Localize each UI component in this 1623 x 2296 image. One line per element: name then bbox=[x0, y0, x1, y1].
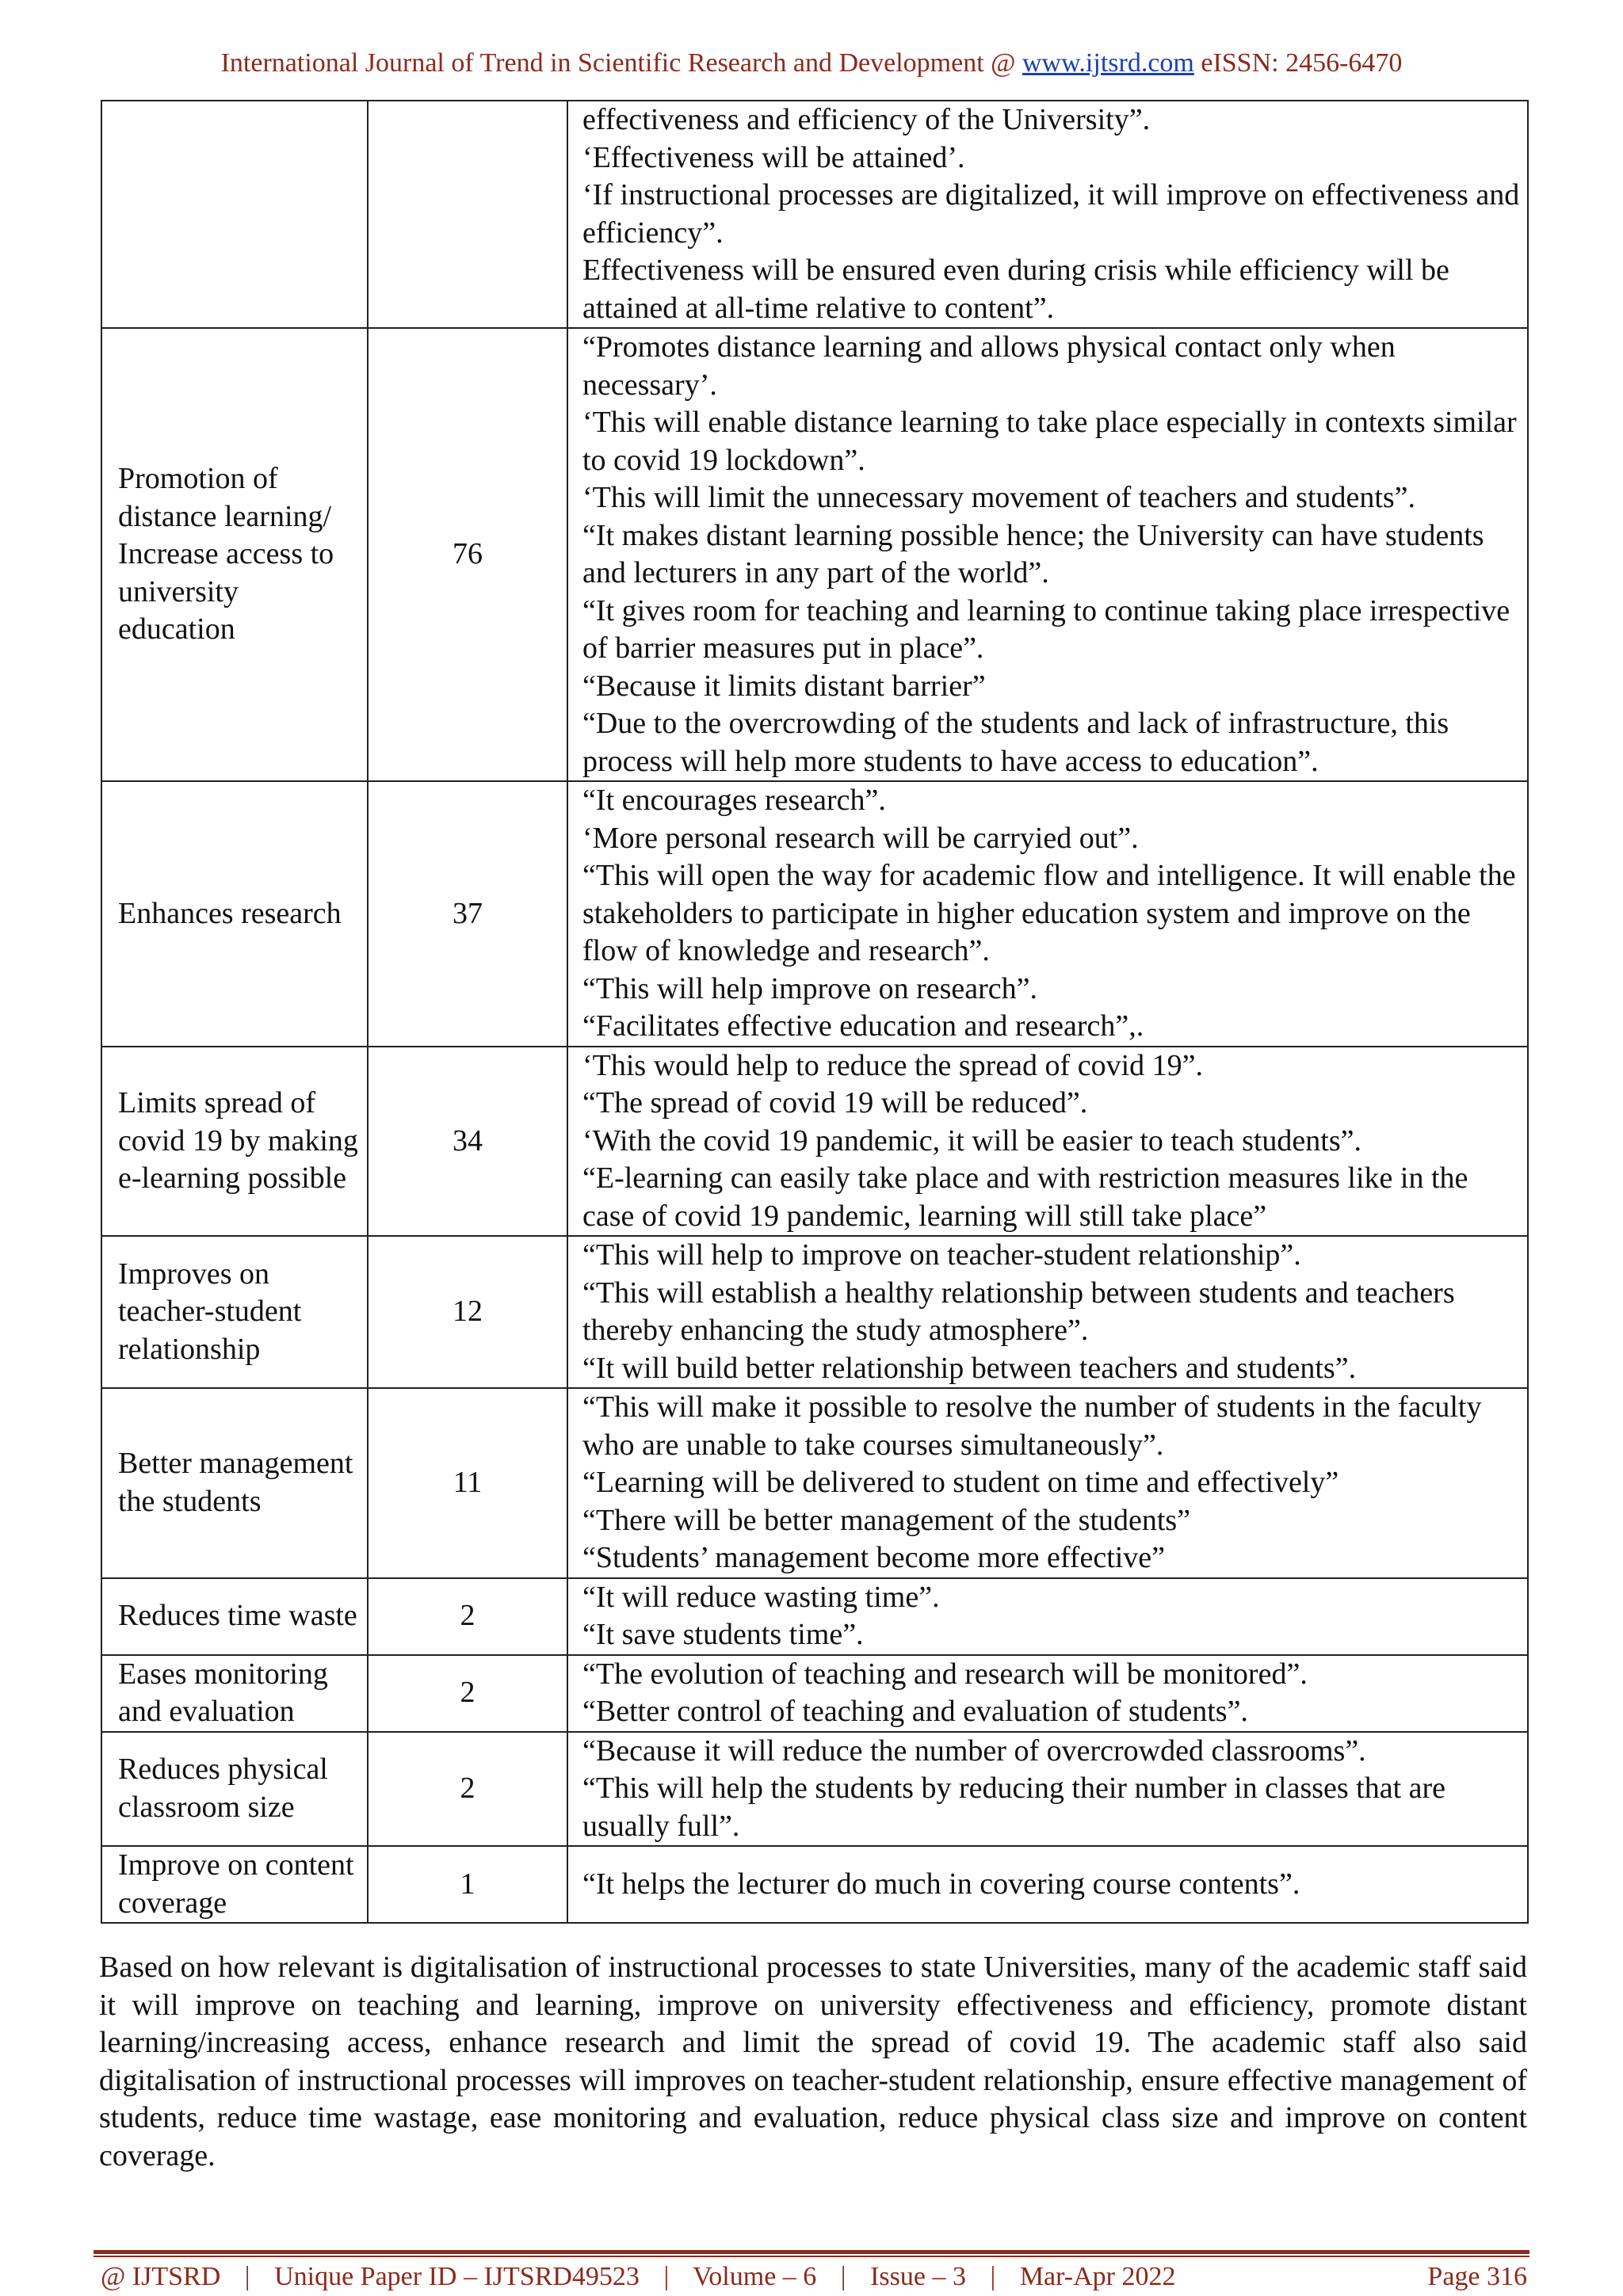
frequency-cell: 2 bbox=[368, 1655, 567, 1732]
responses-table-body bbox=[101, 101, 1528, 1923]
footer-journal: @ IJTSRD bbox=[101, 2262, 221, 2291]
frequency-cell: 2 bbox=[368, 1732, 567, 1847]
quote-text: “Due to the overcrowding of the students and lack of infrastructure, this process will help more students to have access to education”. bbox=[582, 707, 1449, 778]
quote-text: effectiveness and efficiency of the University”. bbox=[582, 103, 1151, 136]
theme-cell: Enhances research bbox=[101, 781, 368, 1047]
quotes-cell bbox=[567, 1655, 1528, 1732]
journal-website-link[interactable]: www.ijtsrd.com bbox=[1022, 48, 1194, 78]
theme-cell: Eases monitoring and evaluation bbox=[101, 1655, 368, 1732]
quote-text: “Because it will reduce the number of overcrowded classrooms”. bbox=[582, 1733, 1366, 1768]
table-row bbox=[101, 1388, 1528, 1578]
quote-text: “E-learning can easily take place and with restriction measures like in the case of covid 19 pandemic, learning will still take place” bbox=[582, 1161, 1468, 1233]
theme-cell: Better management the students bbox=[101, 1388, 368, 1578]
table-row bbox=[101, 781, 1528, 1047]
footer-issue: Issue – 3 bbox=[870, 2262, 966, 2291]
frequency-cell: 12 bbox=[368, 1236, 567, 1388]
frequency-cell: 1 bbox=[368, 1846, 567, 1923]
quote-text: “Because it limits distant barrier” bbox=[582, 669, 986, 703]
quote-text: “It encourages research”. bbox=[582, 784, 886, 817]
quote-text: ‘Effectiveness will be attained’. bbox=[582, 140, 965, 174]
theme-cell: Limits spread of covid 19 by making e-learning possible bbox=[101, 1047, 368, 1237]
table-row bbox=[101, 1655, 1528, 1732]
quote-text: Effectiveness will be ensured even during crisis while efficiency will be attained at all-time relative to content”. bbox=[582, 254, 1449, 325]
quote-text: “Facilitates effective education and research”,. bbox=[582, 1009, 1144, 1043]
frequency-cell: 34 bbox=[368, 1047, 567, 1237]
frequency-cell: 37 bbox=[368, 781, 567, 1047]
quote-text: “The spread of covid 19 will be reduced”. bbox=[582, 1086, 1088, 1119]
quote-text: “Promotes distance learning and allows physical contact only when necessary’. bbox=[582, 330, 1396, 402]
footer-divider bbox=[94, 2250, 1529, 2254]
quote-text: “The evolution of teaching and research will be monitored”. bbox=[582, 1657, 1308, 1691]
footer-page-number: Page 316 bbox=[1427, 2262, 1527, 2291]
running-footer bbox=[101, 2260, 1527, 2294]
frequency-cell: 2 bbox=[368, 1578, 567, 1655]
quote-text: “Students’ management become more effective” bbox=[582, 1541, 1166, 1574]
quotes-cell bbox=[567, 1846, 1528, 1923]
quote-text: ‘With the covid 19 pandemic, it will be easier to teach students”. bbox=[582, 1123, 1362, 1158]
header-eissn: eISSN: 2456-6470 bbox=[1193, 48, 1403, 78]
table-row bbox=[101, 1578, 1528, 1655]
quote-text: “This will open the way for academic flow and intelligence. It will enable the stakeholders to participate in higher education system and improve on the flow of knowledge and research”. bbox=[582, 859, 1516, 967]
footer-separator: | bbox=[840, 2262, 846, 2291]
quote-text: “It helps the lecturer do much in covering course contents”. bbox=[582, 1867, 1300, 1901]
quote-text: “This will help the students by reducing their number in classes that are usually full”. bbox=[582, 1772, 1446, 1843]
quote-text: “Better control of teaching and evaluation of students”. bbox=[582, 1695, 1248, 1728]
table-row bbox=[101, 328, 1528, 781]
footer-separator: | bbox=[663, 2262, 670, 2291]
quotes-cell bbox=[567, 1578, 1528, 1655]
quote-text: ‘This will enable distance learning to take place especially in contexts similar to covid 19 lockdown”. bbox=[582, 406, 1517, 477]
quotes-cell bbox=[567, 1047, 1528, 1237]
theme-cell: Reduces physical classroom size bbox=[101, 1732, 368, 1847]
table-row bbox=[101, 1047, 1528, 1237]
quote-text: “It makes distant learning possible hence; the University can have students and lecturers in any part of the world”. bbox=[582, 518, 1484, 589]
footer-volume: Volume – 6 bbox=[693, 2262, 817, 2291]
footer-details bbox=[101, 2260, 1175, 2294]
table-row bbox=[101, 1846, 1528, 1923]
theme-cell: Improve on content coverage bbox=[101, 1846, 368, 1923]
quote-text: “It gives room for teaching and learning to continue taking place irrespective of barrier measures put in place”. bbox=[582, 593, 1510, 665]
quotes-cell bbox=[567, 1388, 1528, 1578]
quote-text: “Learning will be delivered to student on time and effectively” bbox=[582, 1466, 1339, 1499]
footer-paper-id: Unique Paper ID – IJTSRD49523 bbox=[274, 2262, 640, 2291]
quote-text: “This will make it possible to resolve the number of students in the faculty who are unable to take courses simultaneously”. bbox=[582, 1390, 1482, 1462]
frequency-cell: 76 bbox=[368, 328, 567, 781]
quote-text: “This will help to improve on teacher-student relationship”. bbox=[582, 1238, 1301, 1272]
frequency-cell: 11 bbox=[368, 1388, 567, 1578]
table-row bbox=[101, 101, 1528, 328]
footer-separator: | bbox=[244, 2262, 250, 2291]
quote-text: “It save students time”. bbox=[582, 1618, 864, 1651]
quote-text: “This will establish a healthy relationship between students and teachers thereby enhancing the study atmosphere”. bbox=[582, 1276, 1455, 1347]
quote-text: ‘If instructional processes are digitalized, it will improve on effectiveness and efficiency”. bbox=[582, 178, 1520, 250]
theme-cell: Improves on teacher-student relationship bbox=[101, 1236, 368, 1388]
header-journal-name: International Journal of Trend in Scientific Research and Development @ bbox=[220, 48, 1022, 78]
quote-text: “It will build better relationship between teachers and students”. bbox=[582, 1351, 1357, 1385]
running-header bbox=[0, 48, 1623, 79]
quotes-cell bbox=[567, 1732, 1528, 1847]
quotes-cell bbox=[567, 328, 1528, 781]
table-row bbox=[101, 1236, 1528, 1388]
footer-separator: | bbox=[990, 2262, 996, 2291]
quotes-cell bbox=[567, 781, 1528, 1047]
quote-text: ‘More personal research will be carryied out”. bbox=[582, 821, 1139, 855]
quote-text: ‘This would help to reduce the spread of covid 19”. bbox=[582, 1048, 1203, 1082]
quote-text: ‘This will limit the unnecessary movement of teachers and students”. bbox=[582, 481, 1416, 514]
quote-text: “It will reduce wasting time”. bbox=[582, 1580, 940, 1614]
footer-date: Mar-Apr 2022 bbox=[1019, 2262, 1176, 2291]
frequency-cell bbox=[368, 101, 567, 328]
quote-text: “There will be better management of the students” bbox=[582, 1503, 1191, 1537]
theme-cell: Reduces time waste bbox=[101, 1578, 368, 1655]
summary-paragraph: Based on how relevant is digitalisation of instructional processes to state Universities, many of the academic staff said it will improve on teaching and learning, improve on university effectiveness and efficiency, promote distant learning/increasing access, enhance research and limit the spread of covid 19. The academic staff also said digitalisation of instructional processes will improves on teacher-student relationship, ensure effective management of students, reduce time wastage, ease monitoring and evaluation, reduce physical class size and improve on content coverage. bbox=[99, 1951, 1527, 2172]
theme-cell: Promotion of distance learning/ Increase access to university education bbox=[101, 328, 368, 781]
quotes-cell bbox=[567, 1236, 1528, 1388]
quotes-cell bbox=[567, 101, 1528, 328]
quote-text: “This will help improve on research”. bbox=[582, 971, 1038, 1005]
theme-cell bbox=[101, 101, 368, 328]
table-row bbox=[101, 1732, 1528, 1847]
responses-table bbox=[101, 100, 1529, 1924]
